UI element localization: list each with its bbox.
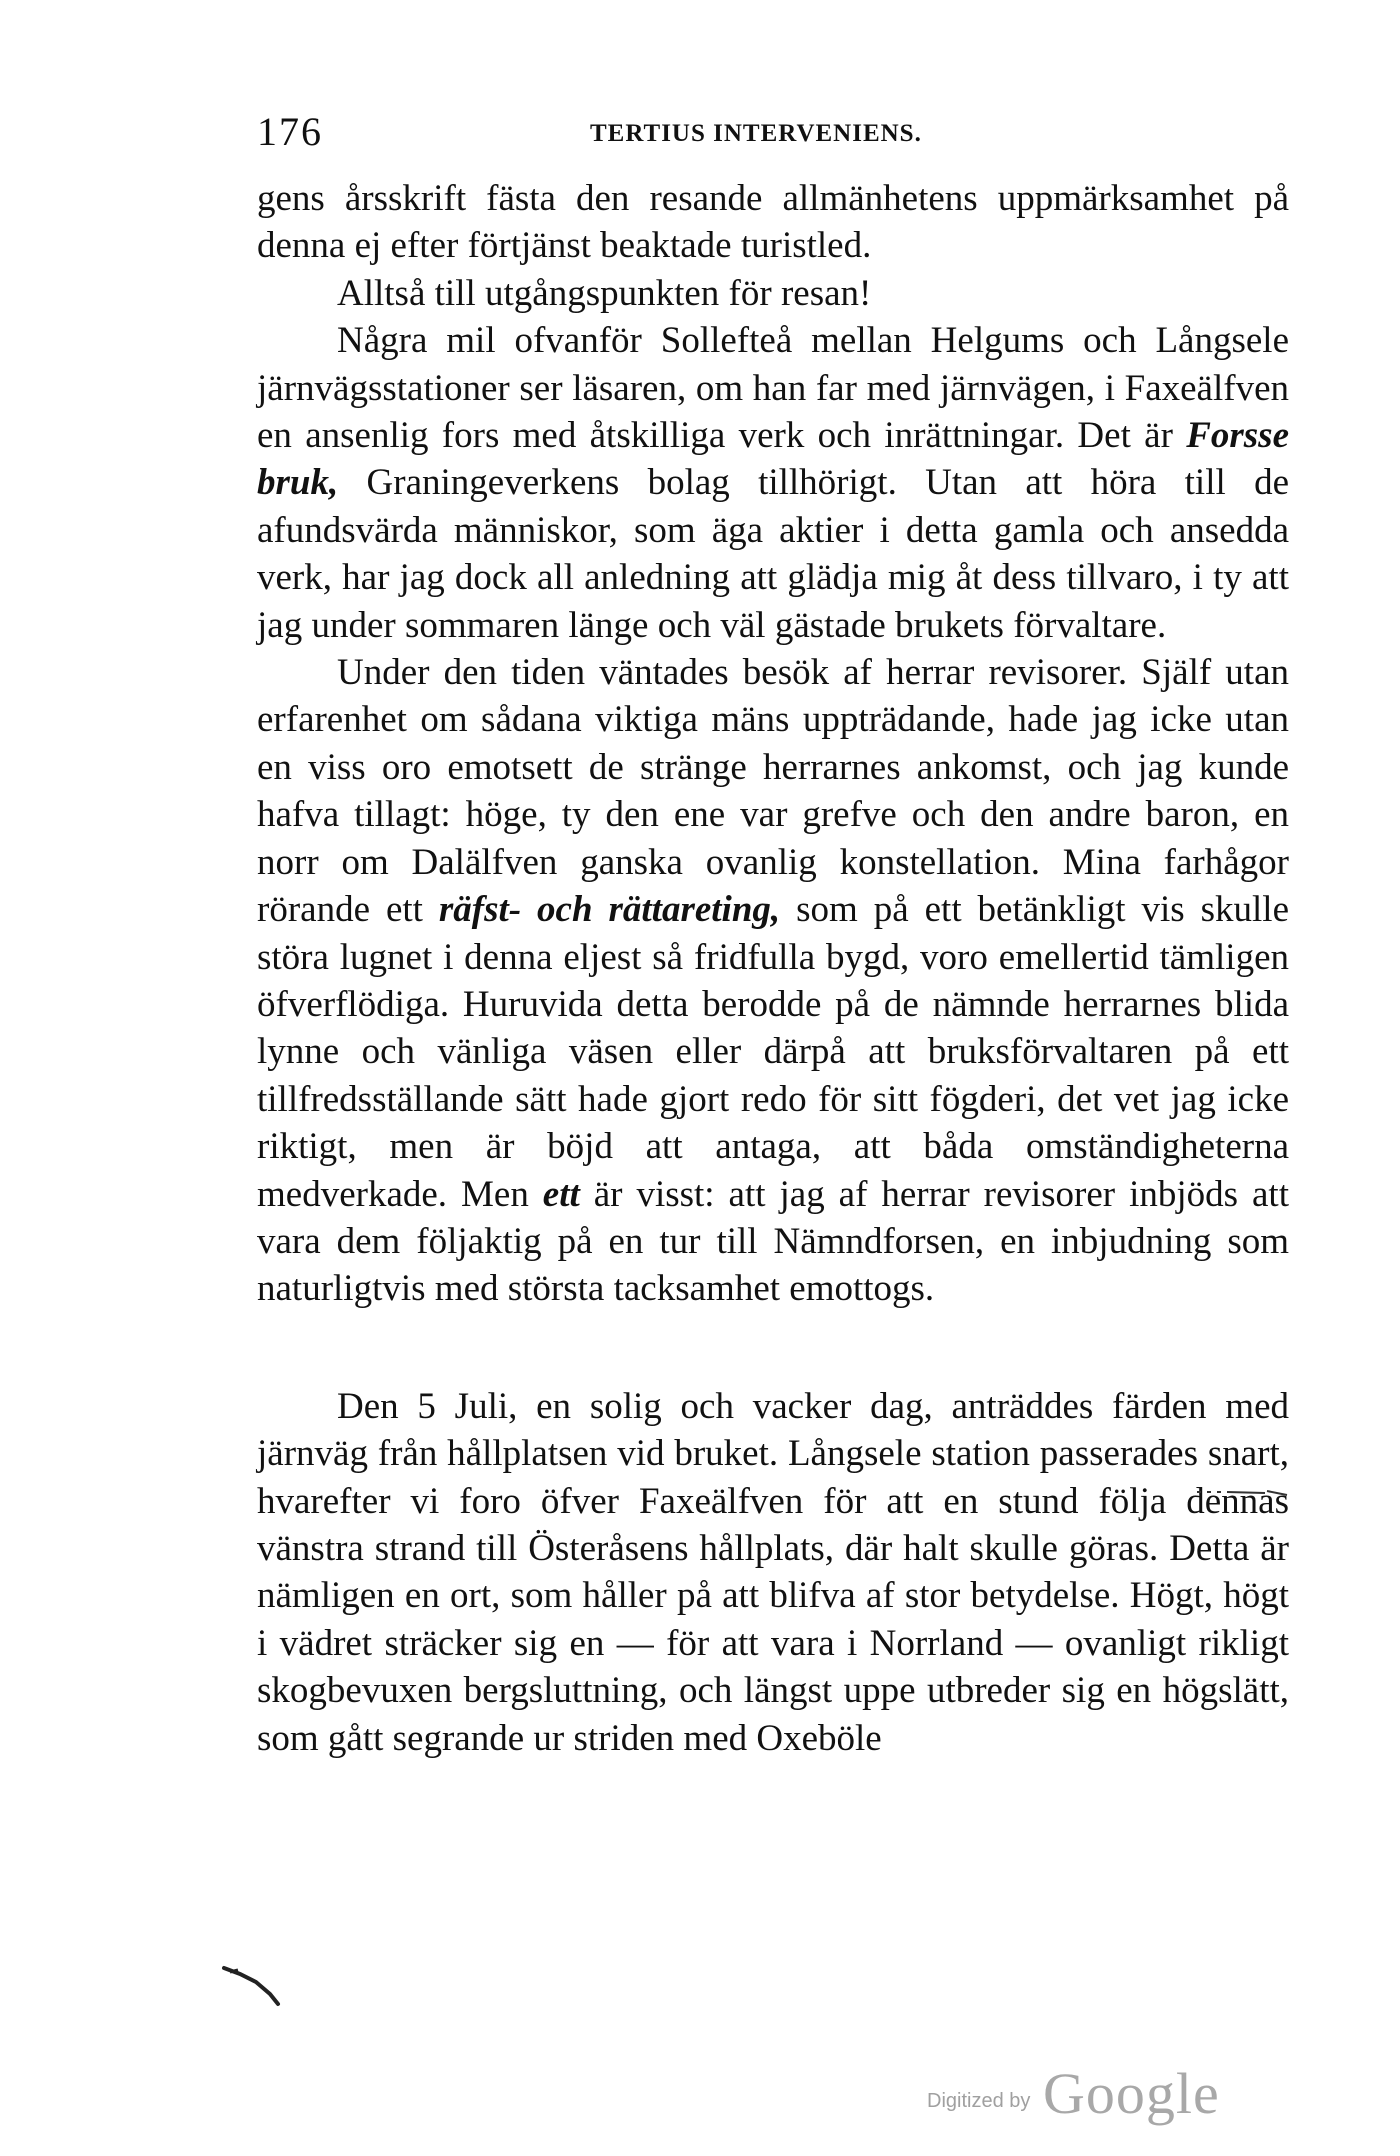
paragraph-3-text-a: Några mil ofvanför Sollefteå mellan Helgums och Långsele järnvägsstationer ser läsaren, om han far med järnvägen, i Faxeälfven en ansenlig fors med åtskilliga verk och inrättningar. Det är xyxy=(257,320,1289,457)
ink-mark xyxy=(1195,1487,1295,1497)
digitized-by-watermark xyxy=(925,2060,1225,2126)
paragraph-4-text-c: är visst: att jag af herrar revisorer inbjöds att vara dem följaktig på en tur till Nämndforsen, en inbjudning som naturligtvis med största tacksamhet emottogs. xyxy=(257,1173,1289,1310)
digitized-label: Digitized by xyxy=(927,2090,1031,2112)
page-header xyxy=(257,108,1289,158)
paragraph-1: gens årsskrift fästa den resande allmänhetens uppmärksamhet på denna ej efter förtjänst beaktade turistled. xyxy=(257,178,1289,267)
google-logo: Google xyxy=(1043,2061,1220,2126)
paragraph-3 xyxy=(257,317,1289,649)
paragraph-4-text-b: som på ett betänkligt vis skulle störa lugnet i denna eljest så fridfulla bygd, voro emellertid tämligen öfverflödiga. Huruvida detta berodde på de nämnde herrarnes blida lynne och vänliga väsen eller därpå att bruksförvaltaren på ett tillfredsställande sätt hade gjort redo för sitt fögderi, det vet jag icke riktigt, men är böjd att antaga, att båda omständigheterna medverkade. Men xyxy=(257,889,1289,1215)
paragraph-4-text-a: Under den tiden väntades besök af herrar revisorer. Själf utan erfarenhet om sådana viktiga mäns uppträdande, hade jag icke utan en viss oro emotsett de stränge herrarnes ankomst, och jag kunde hafva tillagt: höge, ty den ene var grefve och den andre baron, en norr om Dalälfven ganska ovanlig konstellation. Mina farhågor rörande ett xyxy=(257,652,1289,931)
paragraph-3-text-b: Graningeverkens bolag tillhörigt. Utan att höra till de afundsvärda människor, som äga aktier i detta gamla och ansedda verk, har jag dock all anledning att glädja mig åt dess tillvaro, i ty att jag under sommaren länge och väl gästade brukets förvaltare. xyxy=(257,462,1289,646)
paragraph-5: Den 5 Juli, en solig och vacker dag, anträddes färden med järnväg från hållplatsen vid bruket. Långsele station passerades snart, hvarefter vi foro öfver Faxeälfven för att en stund följa dennas vänstra strand till Österåsens hållplats, där halt skulle göras. Detta är nämligen en ort, som håller på att blifva af stor betydelse. Högt, högt i vädret sträcker sig en — för att vara i Norrland — ovanligt rikligt skogbevuxen bergsluttning, och längst uppe utbreder sig en högslätt, som gått segrande ur striden med Oxeböle xyxy=(257,1385,1289,1759)
italic-word: ett xyxy=(542,1173,580,1215)
ink-mark xyxy=(220,1960,290,2010)
italic-place-name: Forsse bruk, xyxy=(257,415,1289,504)
italic-phrase: räfst- och rättareting, xyxy=(438,889,781,931)
paragraph-2: Alltså till utgångspunkten för resan! xyxy=(337,272,872,314)
paragraph-4 xyxy=(257,649,1289,1313)
page-number: 176 xyxy=(257,109,323,154)
body-text xyxy=(257,175,1289,1762)
running-head: TERTIUS INTERVENIENS. xyxy=(590,120,922,147)
